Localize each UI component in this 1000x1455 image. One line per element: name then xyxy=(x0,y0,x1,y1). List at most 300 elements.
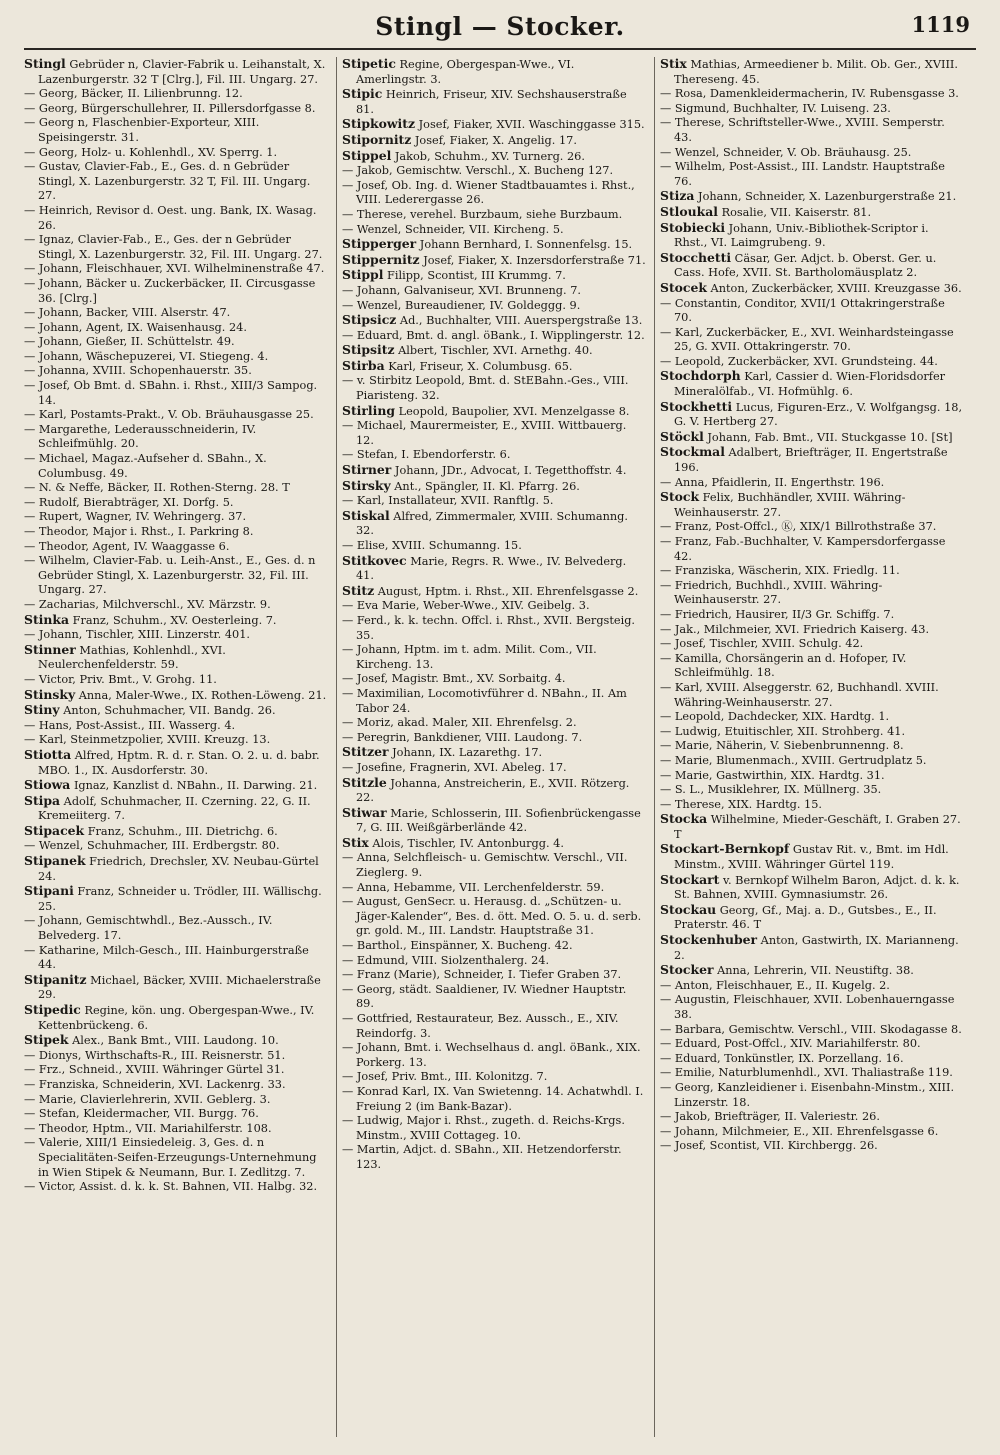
directory-entry xyxy=(342,57,646,87)
entry-text: Adolf, Schuhmacher, II. Czerning. 22, G. II. Kremeiiterg. 7. xyxy=(38,794,311,823)
directory-entry xyxy=(342,983,646,1012)
directory-entry xyxy=(342,881,646,896)
entry-text: — Josef, Ob. Ing. d. Wiener Stadtbauamtes i. Rhst., VIII. Lederergasse 26. xyxy=(342,178,635,207)
entry-text: — Ferd., k. k. techn. Offcl. i. Rhst., XVII. Bergsteig. 35. xyxy=(342,613,636,642)
entry-headword: Stock xyxy=(660,489,700,505)
directory-entry xyxy=(660,933,964,963)
entry-headword: Stockart xyxy=(660,871,720,887)
entry-text: — Marie, Blumenmach., XVIII. Gertrudplatz 5. xyxy=(660,753,927,767)
entry-headword: Stipornitz xyxy=(342,131,412,147)
directory-entry xyxy=(660,355,964,370)
entry-text: Gebrüder n, Clavier-Fabrik u. Leihanstalt, X. Lazenburgerstr. 32 T [Clrg.], Fil. III. Ungarg. 27. xyxy=(38,58,326,86)
entry-text: — Michael, Magaz.-Aufseher d. SBahn., X. Columbusg. 49. xyxy=(24,452,267,480)
entry-text: — Marie, Näherin, V. Siebenbrunnenng. 8. xyxy=(660,739,904,753)
directory-entry xyxy=(342,836,646,852)
entry-headword: Stloukal xyxy=(660,203,718,219)
entry-text: — Johann, Wäschepuzerei, VI. Stiegeng. 4. xyxy=(24,349,269,363)
entry-text: Karl, Friseur, X. Columbusg. 65. xyxy=(388,359,573,373)
entry-text: — Eva Marie, Weber-Wwe., XIV. Geibelg. 3. xyxy=(342,599,590,613)
directory-entry xyxy=(342,584,646,600)
entry-text: — Moriz, akad. Maler, XII. Ehrenfelsg. 2. xyxy=(342,716,577,730)
directory-entry xyxy=(342,149,646,165)
entry-text: — Josef, Scontist, VII. Kirchbergg. 26. xyxy=(660,1139,878,1153)
entry-headword: Stitzle xyxy=(342,774,387,790)
directory-entry xyxy=(342,1143,646,1172)
entry-headword: Stocchetti xyxy=(660,249,732,265)
directory-entry xyxy=(660,430,964,446)
entry-text: — v. Stirbitz Leopold, Bmt. d. StEBahn.-Ges., VIII. Piaristeng. 32. xyxy=(342,374,629,403)
entry-text: — Anna, Hebamme, VII. Lerchenfelderstr. 59. xyxy=(342,880,605,894)
directory-column-2 xyxy=(342,57,646,1173)
entry-text: — Theodor, Major i. Rhst., I. Parkring 8. xyxy=(24,525,254,538)
entry-text: Ignaz, Kanzlist d. NBahn., II. Darwing. 21. xyxy=(73,779,318,793)
directory-entry xyxy=(660,1037,964,1052)
entry-headword: Stockenhuber xyxy=(660,932,758,948)
directory-entry xyxy=(342,731,646,746)
header-rule xyxy=(24,48,976,50)
entry-text: — Augustin, Fleischhauer, XVII. Lobenhauerngasse 38. xyxy=(660,993,955,1021)
entry-text: — Johanna, XVIII. Schopenhauerstr. 35. xyxy=(24,364,252,378)
directory-entry xyxy=(342,895,646,939)
entry-text: — Karl, Installateur, XVII. Ranftlg. 5. xyxy=(342,494,554,508)
entry-text: Anna, Lehrerin, VII. Neustiftg. 38. xyxy=(717,964,914,978)
entry-headword: Stinka xyxy=(24,611,70,627)
entry-text: Lucus, Figuren-Erz., V. Wolfgangsg. 18, G. V. Hertberg 27. xyxy=(674,400,963,429)
directory-entry xyxy=(24,1003,328,1033)
directory-entry xyxy=(342,851,646,880)
directory-entry xyxy=(660,1139,964,1154)
entry-headword: Stingl xyxy=(24,56,66,71)
directory-entry xyxy=(660,520,964,535)
entry-text: — Johann, Tischler, XIII. Linzerstr. 401. xyxy=(24,628,251,642)
entry-text: — Maximilian, Locomotivführer d. NBahn., II. Am Tabor 24. xyxy=(342,686,627,715)
entry-text: — Barthol., Einspänner, X. Bucheng. 42. xyxy=(342,939,573,953)
entry-text: — Eduard, Tonkünstler, IX. Porzellang. 16. xyxy=(660,1051,904,1065)
entry-headword: Stitz xyxy=(342,582,375,598)
directory-entry xyxy=(660,608,964,623)
directory-entry xyxy=(660,297,964,326)
entry-text: — Stefan, Kleidermacher, VII. Burgg. 76. xyxy=(24,1107,259,1121)
entry-text: — Josef, Priv. Bmt., III. Kolonitzg. 7. xyxy=(342,1070,548,1084)
directory-entry xyxy=(660,281,964,297)
directory-entry xyxy=(660,725,964,740)
entry-text: — Josef, Tischler, XVIII. Schulg. 42. xyxy=(660,637,864,651)
entry-text: — Jak., Milchmeier, XVI. Friedrich Kaiserg. 43. xyxy=(660,622,930,636)
directory-entry xyxy=(24,1049,328,1064)
entry-headword: Stipsitz xyxy=(342,342,395,358)
entry-text: — Georg, Bäcker, II. Lilienbrunng. 12. xyxy=(24,87,243,101)
entry-headword: Stipa xyxy=(24,792,61,808)
entry-text: Marie, Schlosserin, III. Sofienbrückengasse 7, G. III. Weißgärberlände 42. xyxy=(356,806,641,835)
directory-entry xyxy=(24,1063,328,1078)
entry-text: — Ludwig, Etuitischler, XII. Strohberg. 41. xyxy=(660,724,906,738)
directory-entry xyxy=(342,716,646,731)
directory-entry xyxy=(342,268,646,284)
directory-entry xyxy=(24,350,328,365)
directory-entry xyxy=(660,637,964,652)
entry-headword: Stipani xyxy=(24,883,74,899)
directory-entry xyxy=(660,710,964,725)
directory-entry xyxy=(342,539,646,554)
directory-entry xyxy=(342,359,646,375)
directory-entry xyxy=(342,614,646,643)
directory-entry xyxy=(660,783,964,798)
entry-text: — Georg, Bürgerschullehrer, II. Pillersdorfgasse 8. xyxy=(24,101,316,115)
entry-text: — N. & Neffe, Bäcker, II. Rothen-Sterng. 28. T xyxy=(24,481,290,495)
directory-entry xyxy=(660,400,964,430)
directory-entry xyxy=(342,343,646,359)
directory-entry xyxy=(660,146,964,161)
entry-text: Alfred, Zimmermaler, XVIII. Schumanng. 32. xyxy=(356,509,629,538)
entry-headword: Stipedic xyxy=(24,1002,81,1017)
entry-text: Regine, Obergespan-Wwe., VI. Amerlingstr. 3. xyxy=(356,58,575,86)
entry-text: — Edmund, VIII. Siolzenthalerg. 24. xyxy=(342,953,550,967)
directory-entry xyxy=(660,445,964,475)
directory-entry xyxy=(660,205,964,221)
entry-headword: Stipek xyxy=(24,1032,69,1048)
entry-headword: Stockau xyxy=(660,901,717,917)
entry-text: — Franziska, Schneiderin, XVI. Lackenrg. 33. xyxy=(24,1077,286,1091)
entry-text: — Stefan, I. Ebendorferstr. 6. xyxy=(342,448,511,462)
entry-headword: Stirsky xyxy=(342,477,391,493)
directory-entry xyxy=(24,1122,328,1137)
directory-entry xyxy=(660,1110,964,1125)
directory-entry xyxy=(660,535,964,564)
entry-text: — Gottfried, Restaurateur, Bez. Aussch., E., XIV. Reindorfg. 3. xyxy=(342,1012,619,1040)
directory-entry xyxy=(342,939,646,954)
directory-entry xyxy=(24,496,328,511)
entry-text: Josef, Fiaker, X. Inzersdorferstraße 71. xyxy=(423,253,646,267)
directory-entry xyxy=(660,1023,964,1038)
entry-text: — Josef, Ob Bmt. d. SBahn. i. Rhst., XIII/3 Sampog. 14. xyxy=(24,379,318,407)
directory-entry xyxy=(24,277,328,306)
directory-entry xyxy=(24,510,328,525)
entry-text: — Marie, Clavierlehrerin, XVII. Geblerg. 3. xyxy=(24,1092,271,1106)
entry-text: Felix, Buchhändler, XVIII. Währing-Weinhauserstr. 27. xyxy=(674,491,906,519)
entry-text: — Barbara, Gemischtw. Verschl., VIII. Skodagasse 8. xyxy=(660,1022,962,1036)
entry-headword: Stiskal xyxy=(342,507,390,523)
directory-entry xyxy=(24,628,328,643)
directory-entry xyxy=(342,253,646,269)
entry-text: Ad., Buchhalter, VIII. Auerspergstraße 13. xyxy=(399,314,643,328)
entry-headword: Stocka xyxy=(660,811,708,827)
entry-text: — Josefine, Fragnerin, XVI. Abeleg. 17. xyxy=(342,760,567,774)
directory-entry xyxy=(24,262,328,277)
directory-entry xyxy=(342,1041,646,1070)
directory-entry xyxy=(342,179,646,208)
directory-entry xyxy=(24,1093,328,1108)
entry-text: — Karl, Zuckerbäcker, E., XVI. Weinhardsteingasse 25, G. XVII. Ottakringerstr. 70. xyxy=(660,325,954,354)
entry-text: Johann Bernhard, I. Sonnenfelsg. 15. xyxy=(419,238,633,252)
entry-headword: Stipkowitz xyxy=(342,116,416,132)
directory-entry xyxy=(24,452,328,481)
directory-entry xyxy=(342,223,646,238)
entry-text: — Johann, Hptm. im t. adm. Milit. Com., VII. Kircheng. 13. xyxy=(342,643,597,671)
directory-entry xyxy=(660,798,964,813)
entry-text: — Eduard, Post-Offcl., XIV. Mariahilferstr. 80. xyxy=(660,1037,921,1051)
entry-text: Mathias, Kohlenhdl., XVI. Neulerchenfelderstr. 59. xyxy=(38,643,226,672)
directory-entry xyxy=(660,993,964,1022)
directory-entry xyxy=(24,408,328,423)
directory-entry xyxy=(342,87,646,117)
entry-text: Marie, Regrs. R. Wwe., IV. Belvederg. 41. xyxy=(356,554,627,583)
directory-entry xyxy=(342,745,646,761)
directory-entry xyxy=(342,968,646,983)
directory-entry xyxy=(660,812,964,842)
entry-headword: Stippel xyxy=(342,147,392,163)
entry-text: — Victor, Assist. d. k. k. St. Bahnen, VII. Halbg. 32. xyxy=(24,1180,318,1194)
entry-text: Regine, kön. ung. Obergespan-Wwe., IV. Kettenbrückeng. 6. xyxy=(38,1004,315,1032)
entry-text: — Eduard, Bmt. d. angl. öBank., I. Wipplingerstr. 12. xyxy=(342,328,645,342)
entry-headword: Stöckl xyxy=(660,428,704,444)
entry-text: — Rosa, Damenkleidermacherin, IV. Rubensgasse 3. xyxy=(660,87,959,101)
directory-entry xyxy=(660,57,964,87)
entry-text: — Johann, Backer, VIII. Alserstr. 47. xyxy=(24,306,231,320)
directory-entry xyxy=(24,1136,328,1180)
directory-entry xyxy=(24,525,328,540)
directory-column-3 xyxy=(660,57,964,1154)
entry-headword: Stitkovec xyxy=(342,552,407,568)
entry-text: — Ludwig, Major i. Rhst., zugeth. d. Reichs-Krgs. Minstm., XVIII Cottageg. 10. xyxy=(342,1114,625,1142)
directory-entry xyxy=(660,221,964,251)
entry-headword: Stiny xyxy=(24,702,60,718)
entry-headword: Stocek xyxy=(660,279,707,295)
entry-headword: Stiowa xyxy=(24,777,71,793)
entry-text: — Wilhelm, Clavier-Fab. u. Leih-Anst., E., Ges. d. n Gebrüder Stingl, X. Lazenburgerstr. 32, Fil. III. Ungarg. 27. xyxy=(24,554,316,597)
directory-entry xyxy=(24,794,328,824)
column-divider xyxy=(336,57,337,1437)
entry-text: — Valerie, XIII/1 Einsiedeleig. 3, Ges. d. n Specialitäten-Seifen-Erzeugungs-Unternehmung in Wien Stipek & Neumann, Bur. I. Zedlitzg. 7. xyxy=(24,1136,317,1179)
directory-entry xyxy=(660,490,964,520)
directory-entry xyxy=(24,944,328,973)
directory-entry xyxy=(24,306,328,321)
entry-text: — Therese, Schriftsteller-Wwe., XVIII. Semperstr. 43. xyxy=(660,116,945,144)
entry-text: — Wenzel, Schneider, VII. Kircheng. 5. xyxy=(342,222,564,236)
entry-text: Johann, JDr., Advocat, I. Tegetthoffstr. 4. xyxy=(394,464,627,478)
directory-entry xyxy=(24,160,328,204)
directory-entry xyxy=(24,884,328,914)
entry-text: Johanna, Anstreicherin, E., XVII. Rötzerg. 22. xyxy=(356,776,630,805)
entry-text: — Wenzel, Bureaudiener, IV. Goldeggg. 9. xyxy=(342,298,581,312)
entry-text: Ant., Spängler, II. Kl. Pfarrg. 26. xyxy=(394,479,580,493)
entry-text: — Victor, Priv. Bmt., V. Grohg. 11. xyxy=(24,672,217,686)
directory-entry xyxy=(24,1078,328,1093)
directory-entry xyxy=(24,914,328,943)
directory-entry xyxy=(660,369,964,399)
entry-headword: Stippl xyxy=(342,267,384,283)
directory-entry xyxy=(660,963,964,979)
directory-entry xyxy=(342,1114,646,1143)
directory-entry xyxy=(24,688,328,704)
entry-headword: Stochdorph xyxy=(660,368,741,384)
directory-entry xyxy=(342,299,646,314)
entry-text: — Karl, Postamts-Prakt., V. Ob. Bräuhausgasse 25. xyxy=(24,408,314,422)
entry-text: — Johann, Fleischhauer, XVI. Wilhelminenstraße 47. xyxy=(24,262,325,276)
directory-entry xyxy=(660,754,964,769)
directory-entry xyxy=(660,102,964,117)
entry-text: Anton, Schuhmacher, VII. Bandg. 26. xyxy=(63,704,276,718)
entry-text: — Gustav, Clavier-Fab., E., Ges. d. n Gebrüder Stingl, X. Lazenburgerstr. 32 T, Fil. III. Ungarg. 27. xyxy=(24,160,311,203)
directory-entry xyxy=(342,329,646,344)
entry-text: — Franz (Marie), Schneider, I. Tiefer Graben 37. xyxy=(342,968,622,982)
entry-headword: Stockhetti xyxy=(660,398,733,414)
directory-entry xyxy=(342,133,646,149)
directory-entry xyxy=(660,903,964,933)
entry-text: — Jakob, Gemischtw. Verschl., X. Bucheng 127. xyxy=(342,164,614,178)
entry-headword: Stipetic xyxy=(342,56,396,71)
entry-text: Jakob, Schuhm., XV. Turnerg. 26. xyxy=(394,149,585,163)
entry-text: — Peregrin, Bankdiener, VIII. Laudong. 7. xyxy=(342,730,583,744)
entry-text: Josef, Fiaker, XVII. Waschinggasse 315. xyxy=(418,118,645,132)
entry-text: — Constantin, Conditor, XVII/1 Ottakringerstraße 70. xyxy=(660,296,945,325)
entry-headword: Stockmal xyxy=(660,444,725,460)
entry-text: — Georg n, Flaschenbier-Exporteur, XIII. Speisingerstr. 31. xyxy=(24,116,260,144)
directory-entry xyxy=(342,599,646,614)
entry-headword: Stobiecki xyxy=(660,219,726,235)
entry-text: — Georg, Holz- u. Kohlenhdl., XV. Sperrg. 1. xyxy=(24,145,278,159)
entry-text: — Karl, Steinmetzpolier, XVIII. Kreuzg. 13. xyxy=(24,733,271,747)
directory-entry xyxy=(24,719,328,734)
entry-text: Alois, Tischler, IV. Antonburgg. 4. xyxy=(372,836,564,850)
entry-headword: Stipperger xyxy=(342,236,417,252)
directory-entry xyxy=(342,687,646,716)
entry-headword: Stinner xyxy=(24,641,76,657)
entry-text: Adalbert, Briefträger, II. Engertstraße 196. xyxy=(674,446,948,475)
entry-text: — Jakob, Briefträger, II. Valeriestr. 26. xyxy=(660,1110,880,1124)
directory-entry xyxy=(342,117,646,133)
entry-text: — Rupert, Wagner, IV. Wehringerg. 37. xyxy=(24,510,247,524)
entry-text: — Margarethe, Lederausschneiderin, IV. Schleifmühlg. 20. xyxy=(24,422,257,451)
entry-text: v. Bernkopf Wilhelm Baron, Adjct. d. k. k. St. Bahnen, XVIII. Gymnasiumstr. 26. xyxy=(674,873,960,902)
directory-entry xyxy=(660,189,964,205)
directory-entry xyxy=(660,87,964,102)
entry-text: — Therese, XIX. Hardtg. 15. xyxy=(660,797,823,811)
entry-text: Albert, Tischler, XVI. Arnethg. 40. xyxy=(398,344,593,358)
directory-entry xyxy=(24,824,328,840)
entry-headword: Stiotta xyxy=(24,746,72,762)
entry-headword: Stirner xyxy=(342,462,392,478)
directory-entry xyxy=(660,681,964,710)
entry-text: — Anna, Pfaidlerin, II. Engerthstr. 196. xyxy=(660,475,885,489)
directory-entry xyxy=(342,237,646,253)
entry-text: Anton, Gastwirth, IX. Marianneng. 2. xyxy=(674,934,959,962)
entry-text: — Kamilla, Chorsängerin an d. Hofoper, IV. Schleifmühlg. 18. xyxy=(660,651,907,680)
entry-text: Anna, Maler-Wwe., IX. Rothen-Löweng. 21. xyxy=(78,688,327,702)
entry-headword: Stipsicz xyxy=(342,312,397,328)
directory-entry xyxy=(342,1012,646,1041)
entry-text: — Anna, Selchfleisch- u. Gemischtw. Verschl., VII. Zieglerg. 9. xyxy=(342,851,628,880)
entry-text: Cäsar, Ger. Adjct. b. Oberst. Ger. u. Cass. Hofe, XVII. St. Bartholomäusplatz 2. xyxy=(674,251,937,280)
entry-headword: Stiza xyxy=(660,188,695,204)
directory-entry xyxy=(660,1125,964,1140)
entry-text: — Friedrich, Buchhdl., XVIII. Währing-Weinhauserstr. 27. xyxy=(660,578,883,607)
entry-text: — Hans, Post-Assist., III. Wasserg. 4. xyxy=(24,718,236,732)
page-number: 1119 xyxy=(911,12,970,37)
directory-entry xyxy=(660,1081,964,1110)
directory-entry xyxy=(660,769,964,784)
directory-entry xyxy=(24,364,328,379)
directory-entry xyxy=(24,481,328,496)
entry-text: — Marie, Gastwirthin, XIX. Hardtg. 31. xyxy=(660,768,885,782)
entry-text: — Johann, Bäcker u. Zuckerbäcker, II. Circusgasse 36. [Clrg.] xyxy=(24,276,316,305)
entry-text: — Heinrich, Revisor d. Oest. ung. Bank, IX. Wasag. 26. xyxy=(24,203,317,232)
directory-entry xyxy=(660,1052,964,1067)
directory-entry xyxy=(24,554,328,598)
directory-entry xyxy=(342,374,646,403)
directory-entry xyxy=(24,613,328,629)
entry-text: — Johann, Galvaniseur, XVI. Brunneng. 7. xyxy=(342,283,581,297)
entry-text: August, Hptm. i. Rhst., XII. Ehrenfelsgasse 2. xyxy=(377,584,639,598)
entry-text: Johann, Fab. Bmt., VII. Stuckgasse 10. [St] xyxy=(707,430,953,444)
directory-entry xyxy=(24,673,328,688)
directory-entry xyxy=(342,776,646,806)
directory-entry xyxy=(660,873,964,903)
directory-entry xyxy=(342,672,646,687)
entry-text: — Dionys, Wirthschafts-R., III. Reisnerstr. 51. xyxy=(24,1048,286,1062)
directory-entry xyxy=(660,739,964,754)
entry-text: Anton, Zuckerbäcker, XVIII. Kreuzgasse 36. xyxy=(710,281,962,295)
directory-entry xyxy=(660,652,964,681)
entry-text: — Johann, Gießer, II. Schüttelstr. 49. xyxy=(24,335,235,349)
entry-headword: Stipic xyxy=(342,86,383,102)
directory-entry xyxy=(342,313,646,329)
directory-entry xyxy=(24,204,328,233)
entry-text: — Josef, Magistr. Bmt., XV. Sorbaitg. 4. xyxy=(342,672,566,686)
directory-column-1 xyxy=(24,57,328,1195)
directory-entry xyxy=(24,233,328,262)
entry-headword: Stix xyxy=(660,56,687,71)
directory-entry xyxy=(342,164,646,179)
entry-headword: Stipanitz xyxy=(24,971,87,987)
directory-entry xyxy=(24,321,328,336)
directory-entry xyxy=(24,379,328,408)
directory-entry xyxy=(342,494,646,509)
directory-entry xyxy=(342,509,646,539)
directory-entry xyxy=(660,564,964,579)
directory-entry xyxy=(342,479,646,495)
entry-headword: Stippernitz xyxy=(342,251,420,267)
entry-text: — Johann, Agent, IX. Waisenhausg. 24. xyxy=(24,320,247,334)
entry-text: — Wenzel, Schneider, V. Ob. Bräuhausg. 25. xyxy=(660,145,912,159)
directory-entry xyxy=(660,842,964,872)
entry-text: — Theodor, Agent, IV. Waaggasse 6. xyxy=(24,539,230,553)
directory-entry xyxy=(660,160,964,189)
entry-text: — Wilhelm, Post-Assist., III. Landstr. Hauptstraße 76. xyxy=(660,160,945,188)
entry-text: — Franz, Fab.-Buchhalter, V. Kampersdorfergasse 42. xyxy=(660,535,946,563)
entry-text: Michael, Bäcker, XVIII. Michaelerstraße 29. xyxy=(38,973,321,1002)
directory-entry xyxy=(24,1033,328,1049)
entry-text: — Frz., Schneid., XVIII. Währinger Gürtel 31. xyxy=(24,1063,285,1077)
directory-entry xyxy=(24,854,328,884)
entry-text: Georg, Gf., Maj. a. D., Gutsbes., E., II. Praterstr. 46. T xyxy=(674,903,937,932)
directory-entry xyxy=(24,540,328,555)
entry-text: — Johann, Milchmeier, E., XII. Ehrenfelsgasse 6. xyxy=(660,1124,939,1138)
directory-entry xyxy=(24,598,328,613)
entry-text: — Therese, verehel. Burzbaum, siehe Burzbaum. xyxy=(342,207,623,221)
directory-entry xyxy=(342,554,646,584)
entry-text: — Johann, Gemischtwhdl., Bez.-Aussch., IV. Belvederg. 17. xyxy=(24,914,273,943)
entry-text: — Georg, Kanzleidiener i. Eisenbahn-Minstm., XIII. Linzerstr. 18. xyxy=(660,1080,955,1109)
entry-text: — August, GenSecr. u. Herausg. d. „Schützen- u. Jäger-Kalender“, Bes. d. ött. Med. O. 5. u. d. serb. gr. gold. M., III. Landstr. Hauptstraße 31. xyxy=(342,895,642,938)
entry-text: — Leopold, Dachdecker, XIX. Hardtg. 1. xyxy=(660,710,890,724)
directory-entry xyxy=(342,284,646,299)
directory-entry xyxy=(342,404,646,420)
directory-entry xyxy=(24,839,328,854)
directory-entry xyxy=(342,806,646,836)
entry-text: — Sigmund, Buchhalter, IV. Luiseng. 23. xyxy=(660,101,891,115)
directory-entry xyxy=(342,463,646,479)
directory-entry xyxy=(24,748,328,778)
